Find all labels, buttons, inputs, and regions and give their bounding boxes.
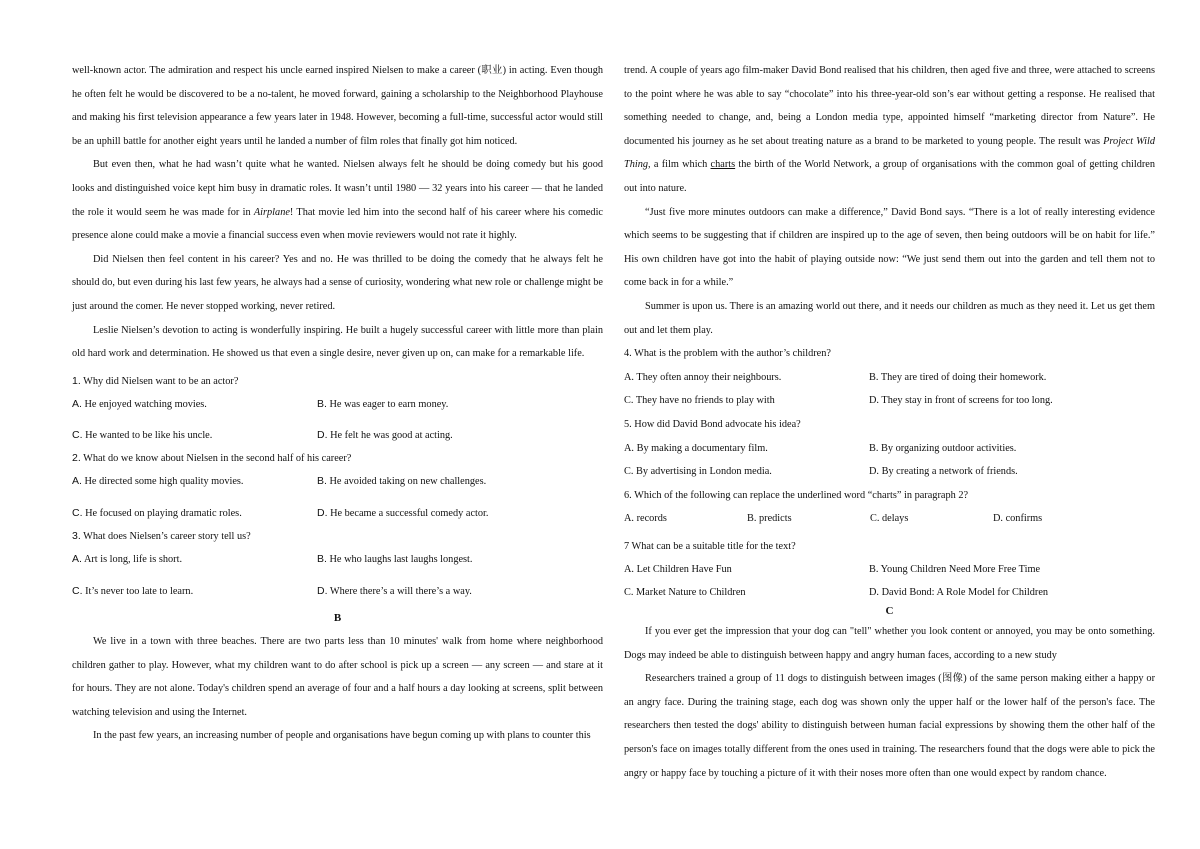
question-5-options — [624, 437, 1155, 484]
option-text: He directed some high quality movies. — [84, 476, 244, 488]
question-4-stem: 4. What is the problem with the author’s children? — [624, 348, 831, 360]
question-number: 3. — [72, 529, 81, 542]
option-letter: A. — [72, 552, 82, 565]
passage-a-paragraph-1: well-known actor. The admiration and respect his uncle earned inspired Nielsen to make a career (职业) in acting. Even though he often felt he would be discovered to be a no-talent, he moved forward, gaining a scholarship to the Neighborhood Playhouse and making his first television appearance a few years later in 1948. However, becoming a full-time, successful actor would still be an uphill battle for another eight years until he landed a number of film roles that finally got him noticed. — [72, 65, 603, 147]
movie-title: Airplane — [253, 206, 290, 218]
question-options — [72, 474, 603, 521]
question-3 — [72, 529, 603, 599]
option-letter: A. — [72, 475, 82, 488]
option-text: He who laughs last laughs longest. — [329, 553, 473, 565]
passage-b-paragraph-1: We live in a town with three beaches. There are two parts less than 10 minutes' walk from home where neighborhood children gather to play. However, what my children want to do after school is pick up a screen — any screen — and stare at it for hours. They are not alone. Today's children spend an average of four and a half hours a day looking at screens, split between watching television and using the Internet. — [72, 636, 603, 718]
option-text: He wanted to be like his uncle. — [85, 430, 213, 442]
section-heading-c: C — [885, 605, 894, 618]
option-letter: A. — [72, 397, 82, 410]
option-a[interactable]: A. By making a documentary film. — [624, 442, 768, 454]
option-d[interactable] — [317, 506, 603, 521]
option-c[interactable]: C. They have no friends to play with — [624, 395, 775, 407]
question-options — [72, 397, 603, 444]
question-7-options — [624, 558, 1155, 605]
passage-a-paragraph-3: Did Nielsen then feel content in his career? Yes and no. He was thrilled to be doing the comedy that he always felt he should do, but even during his last few years, he always had a sense of curiosity, wondering what new role or challenge might be just around the comer. He never stopped working, never retired. — [72, 253, 603, 312]
question-4-options — [624, 366, 1155, 413]
left-column — [72, 59, 603, 748]
passage-a-paragraph-2 — [72, 153, 603, 247]
option-a[interactable] — [72, 474, 317, 489]
question-number: 2. — [72, 452, 81, 465]
underlined-word: charts — [710, 159, 736, 171]
passage-a-paragraph-4: Leslie Nielsen’s devotion to acting is wonderfully inspiring. He built a hugely successful career with little more than plain old hard work and determination. He showed us that even a single desire, never given up on, can make for a remarkable life. — [72, 324, 603, 360]
option-letter: C. — [72, 506, 83, 519]
question-text: Why did Nielsen want to be an actor? — [83, 375, 239, 387]
question-stem — [72, 529, 603, 544]
option-text: He avoided taking on new challenges. — [329, 476, 487, 488]
question-text: What does Nielsen’s career story tell us? — [83, 530, 251, 542]
option-letter: C. — [72, 429, 83, 442]
question-5-stem: 5. How did David Bond advocate his idea? — [624, 418, 801, 430]
option-text: It’s never too late to learn. — [85, 585, 194, 597]
option-text: Where there’s a will there’s a way. — [329, 585, 472, 597]
section-heading-b: B — [333, 611, 342, 624]
paragraph-text: the birth of the World Network, a group of organisations with the common goal of getting children out into nature. — [624, 159, 1155, 194]
option-letter: B. — [317, 397, 327, 410]
option-d[interactable]: D. confirms — [993, 513, 1043, 525]
option-text: He felt he was good at acting. — [330, 430, 453, 442]
option-d[interactable]: D. They stay in front of screens for too long. — [869, 395, 1053, 407]
option-letter: D. — [317, 584, 328, 597]
paragraph-text: a film which — [650, 159, 711, 171]
option-d[interactable]: D. David Bond: A Role Model for Children — [869, 587, 1049, 599]
option-text: He focused on playing dramatic roles. — [85, 507, 242, 519]
option-d[interactable] — [317, 584, 603, 599]
option-b[interactable]: B. predicts — [747, 513, 792, 525]
option-text: He was eager to earn money. — [329, 398, 449, 410]
paragraph-text: But even then, what he had wasn’t quite what he wanted. Nielsen always felt he should be doing comedy but his good looks and distinguished voice kept him busy in dramatic roles. It wasn’t until 1980 — 32 years into his career — that he landed the role it would seem he was made for in — [72, 159, 603, 218]
option-a[interactable]: A. They often annoy their neighbours. — [624, 371, 782, 383]
question-stem — [72, 451, 603, 466]
passage-b-paragraph-2: In the past few years, an increasing number of people and organisations have begun coming up with plans to counter this — [93, 730, 591, 742]
passage-b-paragraph-2-cont — [624, 59, 1155, 201]
question-2 — [72, 451, 603, 521]
option-c[interactable] — [72, 584, 317, 599]
passage-c-paragraph-1: If you ever get the impression that your dog can "tell" whether you look content or annoyed, you may be onto something. Dogs may indeed be able to distinguish between happy and angry human faces, according to a new study — [624, 626, 1155, 661]
question-stem — [72, 374, 603, 389]
option-c[interactable]: C. delays — [870, 513, 909, 525]
question-7-stem: 7 What can be a suitable title for the text? — [624, 540, 796, 552]
option-b[interactable] — [317, 552, 603, 567]
question-text: What do we know about Nielsen in the second half of his career? — [83, 453, 352, 465]
film-title: Project Wild Thing, — [624, 135, 1155, 171]
passage-c-paragraph-2: Researchers trained a group of 11 dogs to distinguish between images (图像) of the same person making either a happy or an angry face. During the training stage, each dog was shown only the upper half or the lower half of the person's face. The researchers then tested the dogs' ability to distinguish between human facial expressions by showing them the other half of the person's face on images totally different from the ones used in training. The researchers found that the dogs were able to pick the angry or happy face by touching a picture of it with their noses more often than one would expect by random chance. — [624, 673, 1155, 779]
option-d[interactable] — [317, 428, 603, 443]
option-c[interactable]: C. Market Nature to Children — [624, 587, 746, 599]
option-a[interactable] — [72, 397, 317, 412]
option-a[interactable]: A. records — [624, 513, 667, 525]
question-1 — [72, 374, 603, 444]
option-b[interactable]: B. Young Children Need More Free Time — [869, 563, 1041, 575]
option-letter: C. — [72, 584, 83, 597]
option-b[interactable]: B. By organizing outdoor activities. — [869, 442, 1017, 454]
option-text: He became a successful comedy actor. — [330, 507, 489, 519]
option-letter: D. — [317, 506, 328, 519]
option-c[interactable] — [72, 428, 317, 443]
paragraph-text: ! That movie led him into the second half of his career where his comedic presence alone could make a movie a financial success even when movie reviewers would not rate it highly. — [72, 206, 604, 242]
passage-b-paragraph-4: Summer is upon us. There is an amazing world out there, and it needs our children as much as they need it. Let us get them out and let them play. — [624, 300, 1155, 336]
option-letter: B. — [317, 552, 327, 565]
option-d[interactable]: D. By creating a network of friends. — [869, 466, 1018, 478]
question-options — [72, 552, 603, 599]
question-6-options — [624, 507, 1155, 531]
option-b[interactable]: B. They are tired of doing their homework. — [869, 371, 1047, 383]
option-text: He enjoyed watching movies. — [84, 398, 207, 410]
option-b[interactable] — [317, 397, 603, 412]
option-a[interactable] — [72, 552, 317, 567]
option-a[interactable]: A. Let Children Have Fun — [624, 563, 732, 575]
question-number: 1. — [72, 374, 81, 387]
option-c[interactable] — [72, 506, 317, 521]
option-c[interactable]: C. By advertising in London media. — [624, 466, 772, 478]
question-6-stem: 6. Which of the following can replace the underlined word “charts” in paragraph 2? — [624, 489, 969, 501]
option-letter: D. — [317, 429, 328, 442]
passage-b-paragraph-3: “Just five more minutes outdoors can make a difference,” David Bond says. “There is a lot of really interesting evidence which seems to be suggesting that if children are inspired up to the age of seven, then being outdoors will be on habit for life.” His own children have got into the habit of playing outside now: “We just send them out into the garden and tell them not to come back in for a while.” — [624, 206, 1155, 289]
paragraph-text: trend. A couple of years ago film-maker David Bond realised that his children, then aged five and three, were attached to screens to the point where he was able to say “chocolate” into his three-year-old son’s ear without getting a response. He realised that something needed to change, and, being a London media type, appointed himself “marketing director from Nature”. He documented his journey as he set about treating nature as a brand to be marketed to young people. The result was — [624, 65, 1155, 147]
right-column — [624, 59, 1155, 785]
option-b[interactable] — [317, 474, 603, 489]
option-text: Art is long, life is short. — [83, 553, 183, 565]
option-letter: B. — [317, 475, 327, 488]
